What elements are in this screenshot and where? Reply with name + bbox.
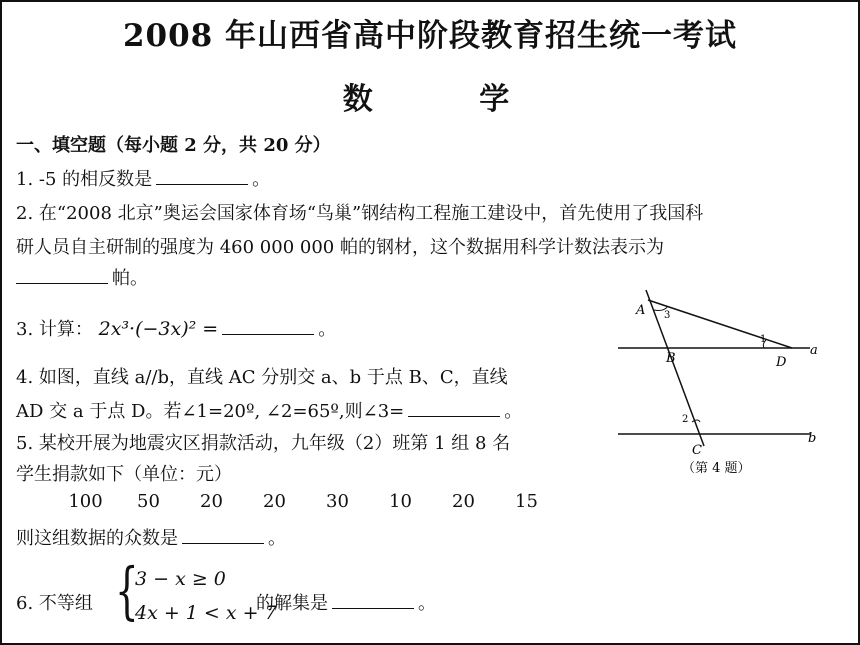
q6-inequality-1: 3 − x ≥ 0 (135, 568, 226, 590)
label-1: 1 (760, 334, 767, 345)
label-a: a (810, 343, 818, 358)
q3-answer-blank[interactable] (222, 316, 314, 335)
brace-symbol: { (115, 554, 139, 627)
q4-text: AD 交 a 于点 D。若∠1=20º, ∠2=65º,则∠3= (16, 401, 405, 422)
question-3 (16, 315, 336, 341)
question-1 (16, 165, 270, 191)
label-D: D (776, 355, 787, 370)
q6-tail (256, 589, 436, 615)
q3-end: 。 (318, 319, 337, 340)
q6-prefix: 6. 不等组 (16, 593, 93, 614)
figure-caption: （第 4 题） (682, 461, 751, 476)
angle-2-arc (692, 420, 700, 422)
q5-line1: 5. 某校开展为地震灾区捐款活动，九年级（2）班第 1 组 8 名 (16, 433, 511, 454)
q5-line2: 学生捐款如下（单位：元） (16, 464, 232, 485)
label-C: C (692, 443, 702, 458)
q5-answer-blank[interactable] (182, 525, 264, 544)
q2-line1: 2. 在“2008 北京”奥运会国家体育场“鸟巢”钢结构工程施工建设中，首先使用了我国科 (16, 203, 704, 224)
q3-expression: 2x³·(−3x)² = (98, 318, 219, 340)
label-2: 2 (682, 414, 689, 425)
q2-end: 帕。 (112, 268, 148, 289)
label-A: A (636, 303, 646, 318)
q5-value: 10 (389, 491, 412, 512)
q6-inequality-2: 4x + 1 < x + 7 (135, 602, 277, 624)
q4-figure (614, 282, 846, 492)
q3-prefix: 3. 计算： (16, 319, 93, 340)
q2-line3 (16, 264, 148, 290)
q5-text: 则这组数据的众数是 (16, 528, 178, 549)
subject-heading: 数 学 (342, 82, 558, 117)
q6-inequality-system (115, 554, 277, 632)
q4-end: 。 (504, 401, 523, 422)
q5-value: 100 (68, 491, 103, 512)
q1-end: 。 (252, 169, 271, 190)
q2-answer-blank[interactable] (16, 265, 108, 284)
label-3: 3 (664, 310, 671, 321)
page-title: 2008 年山西省高中阶段教育招生统一考试 (122, 18, 738, 54)
label-b: b (808, 431, 817, 446)
q1-text: 1. -5 的相反数是 (16, 169, 153, 190)
section-heading: 一、填空题（每小题 2 分，共 20 分） (16, 135, 331, 156)
line-ad (648, 300, 792, 348)
q5-value: 20 (200, 491, 223, 512)
q2-line2: 研人员自主研制的强度为 460 000 000 帕的钢材，这个数据用科学计数法表示为 (16, 237, 664, 258)
q5-data-row (54, 491, 558, 512)
q5-value: 20 (452, 491, 475, 512)
q6-end: 。 (418, 593, 436, 614)
q5-end: 。 (268, 528, 286, 549)
q5-value: 15 (515, 491, 538, 512)
q6-answer-blank[interactable] (332, 590, 414, 609)
q4-line1: 4. 如图，直线 a//b，直线 AC 分别交 a、b 于点 B、C，直线 (16, 367, 508, 388)
q1-answer-blank[interactable] (156, 166, 248, 185)
q5-value: 20 (263, 491, 286, 512)
q4-answer-blank[interactable] (408, 398, 500, 417)
label-B: B (666, 351, 676, 366)
q4-line2 (16, 397, 522, 423)
q5-value: 50 (137, 491, 160, 512)
line-ac (646, 290, 704, 446)
q5-line3 (16, 524, 286, 550)
q6-suffix: 的解集是 (256, 593, 328, 614)
q5-value: 30 (326, 491, 349, 512)
